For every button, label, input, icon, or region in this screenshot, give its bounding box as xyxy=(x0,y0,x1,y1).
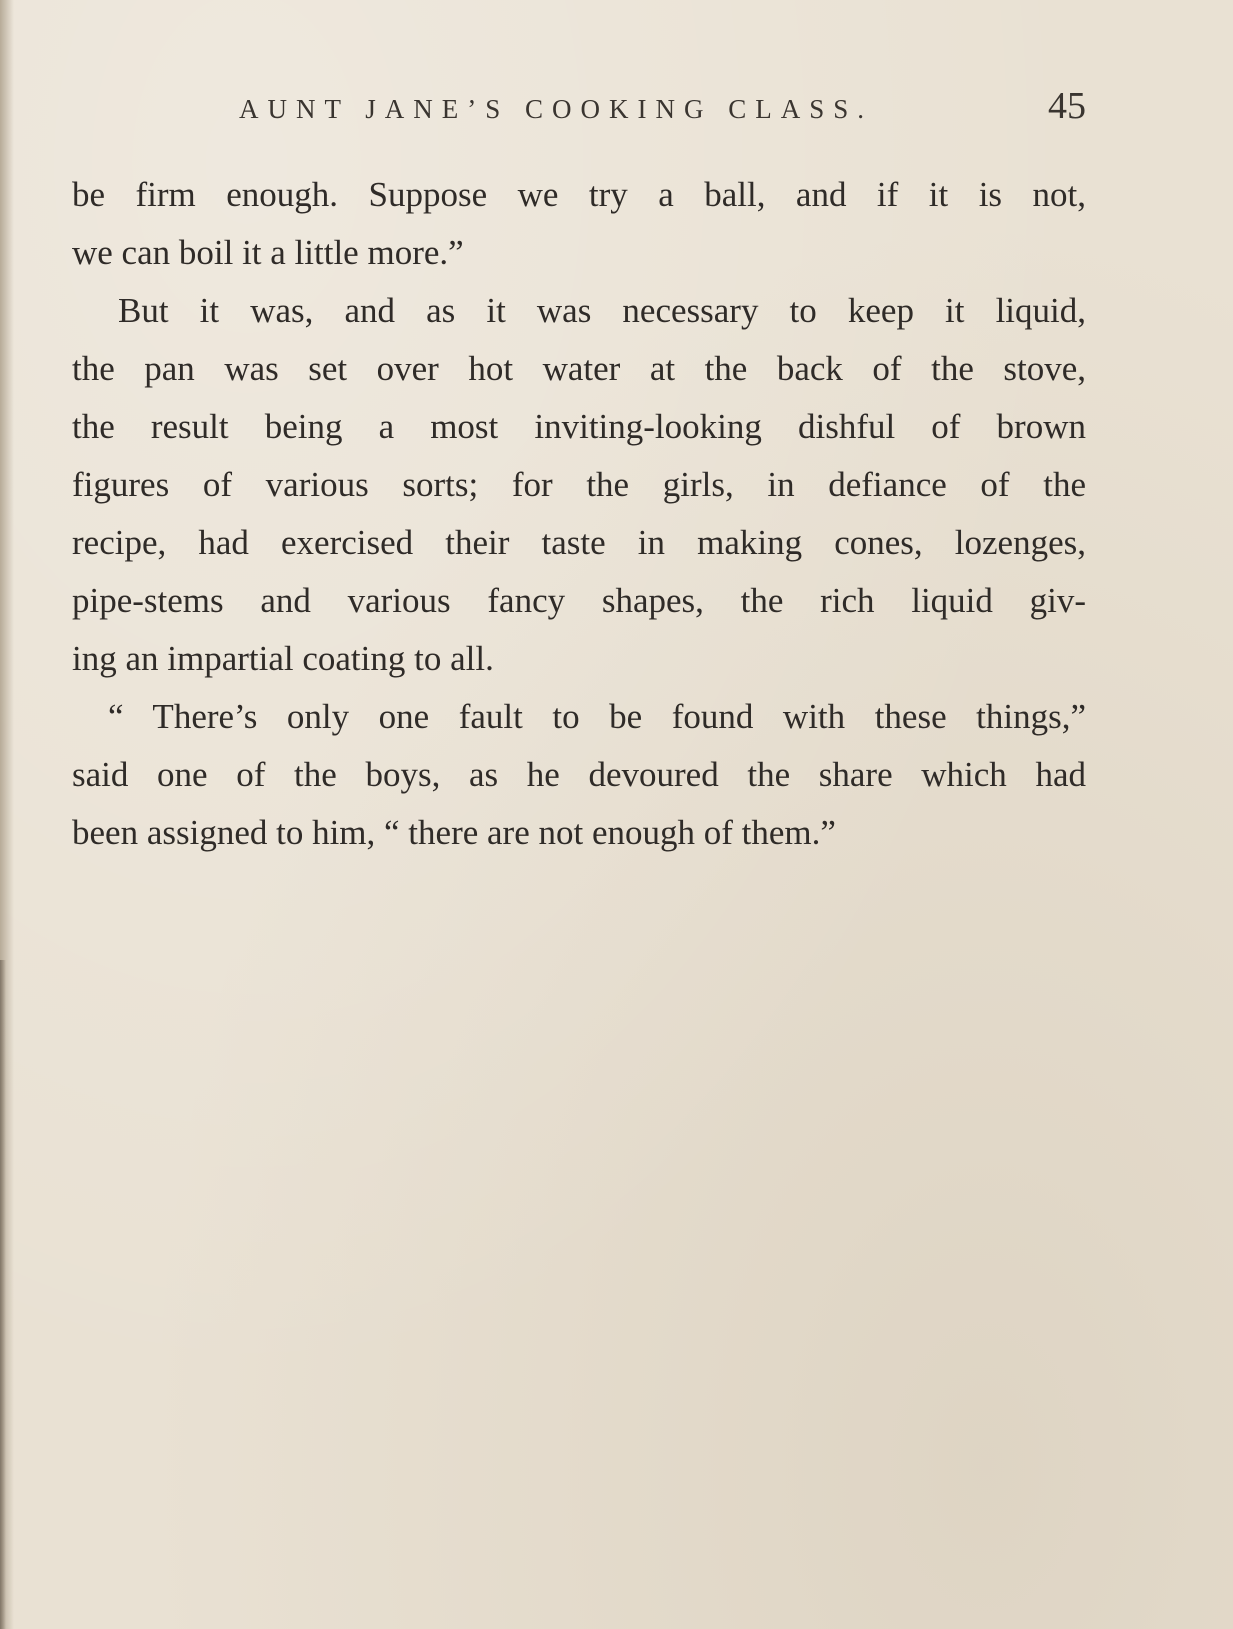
body-text xyxy=(72,166,1086,862)
text-line: the result being a most inviting-looking dishful of brown xyxy=(72,407,1086,446)
text-line: But it was, and as it was necessary to keep it liquid, xyxy=(118,291,1086,330)
text-line: said one of the boys, as he devoured the share which had xyxy=(72,755,1086,794)
binding-shadow xyxy=(0,960,6,1629)
text-line: ing an impartial coating to all. xyxy=(72,639,494,678)
running-head-title: AUNT JANE’S COOKING CLASS. xyxy=(239,94,874,124)
text-line: been assigned to him, “ there are not enough of them.” xyxy=(72,813,836,852)
text-line: be firm enough. Suppose we try a ball, and if it is not, xyxy=(72,175,1086,214)
text-line: the pan was set over hot water at the back of the stove, xyxy=(72,349,1086,388)
text-line: recipe, had exercised their taste in making cones, lozenges, xyxy=(72,523,1086,562)
text-line: figures of various sorts; for the girls, in defiance of the xyxy=(72,465,1086,504)
running-header xyxy=(72,84,1086,134)
text-line: we can boil it a little more.” xyxy=(72,233,464,272)
page-number: 45 xyxy=(1048,85,1086,127)
text-line: pipe-stems and various fancy shapes, the rich liquid giv- xyxy=(72,581,1086,620)
text-line: “ There’s only one fault to be found with these things,” xyxy=(108,697,1086,736)
